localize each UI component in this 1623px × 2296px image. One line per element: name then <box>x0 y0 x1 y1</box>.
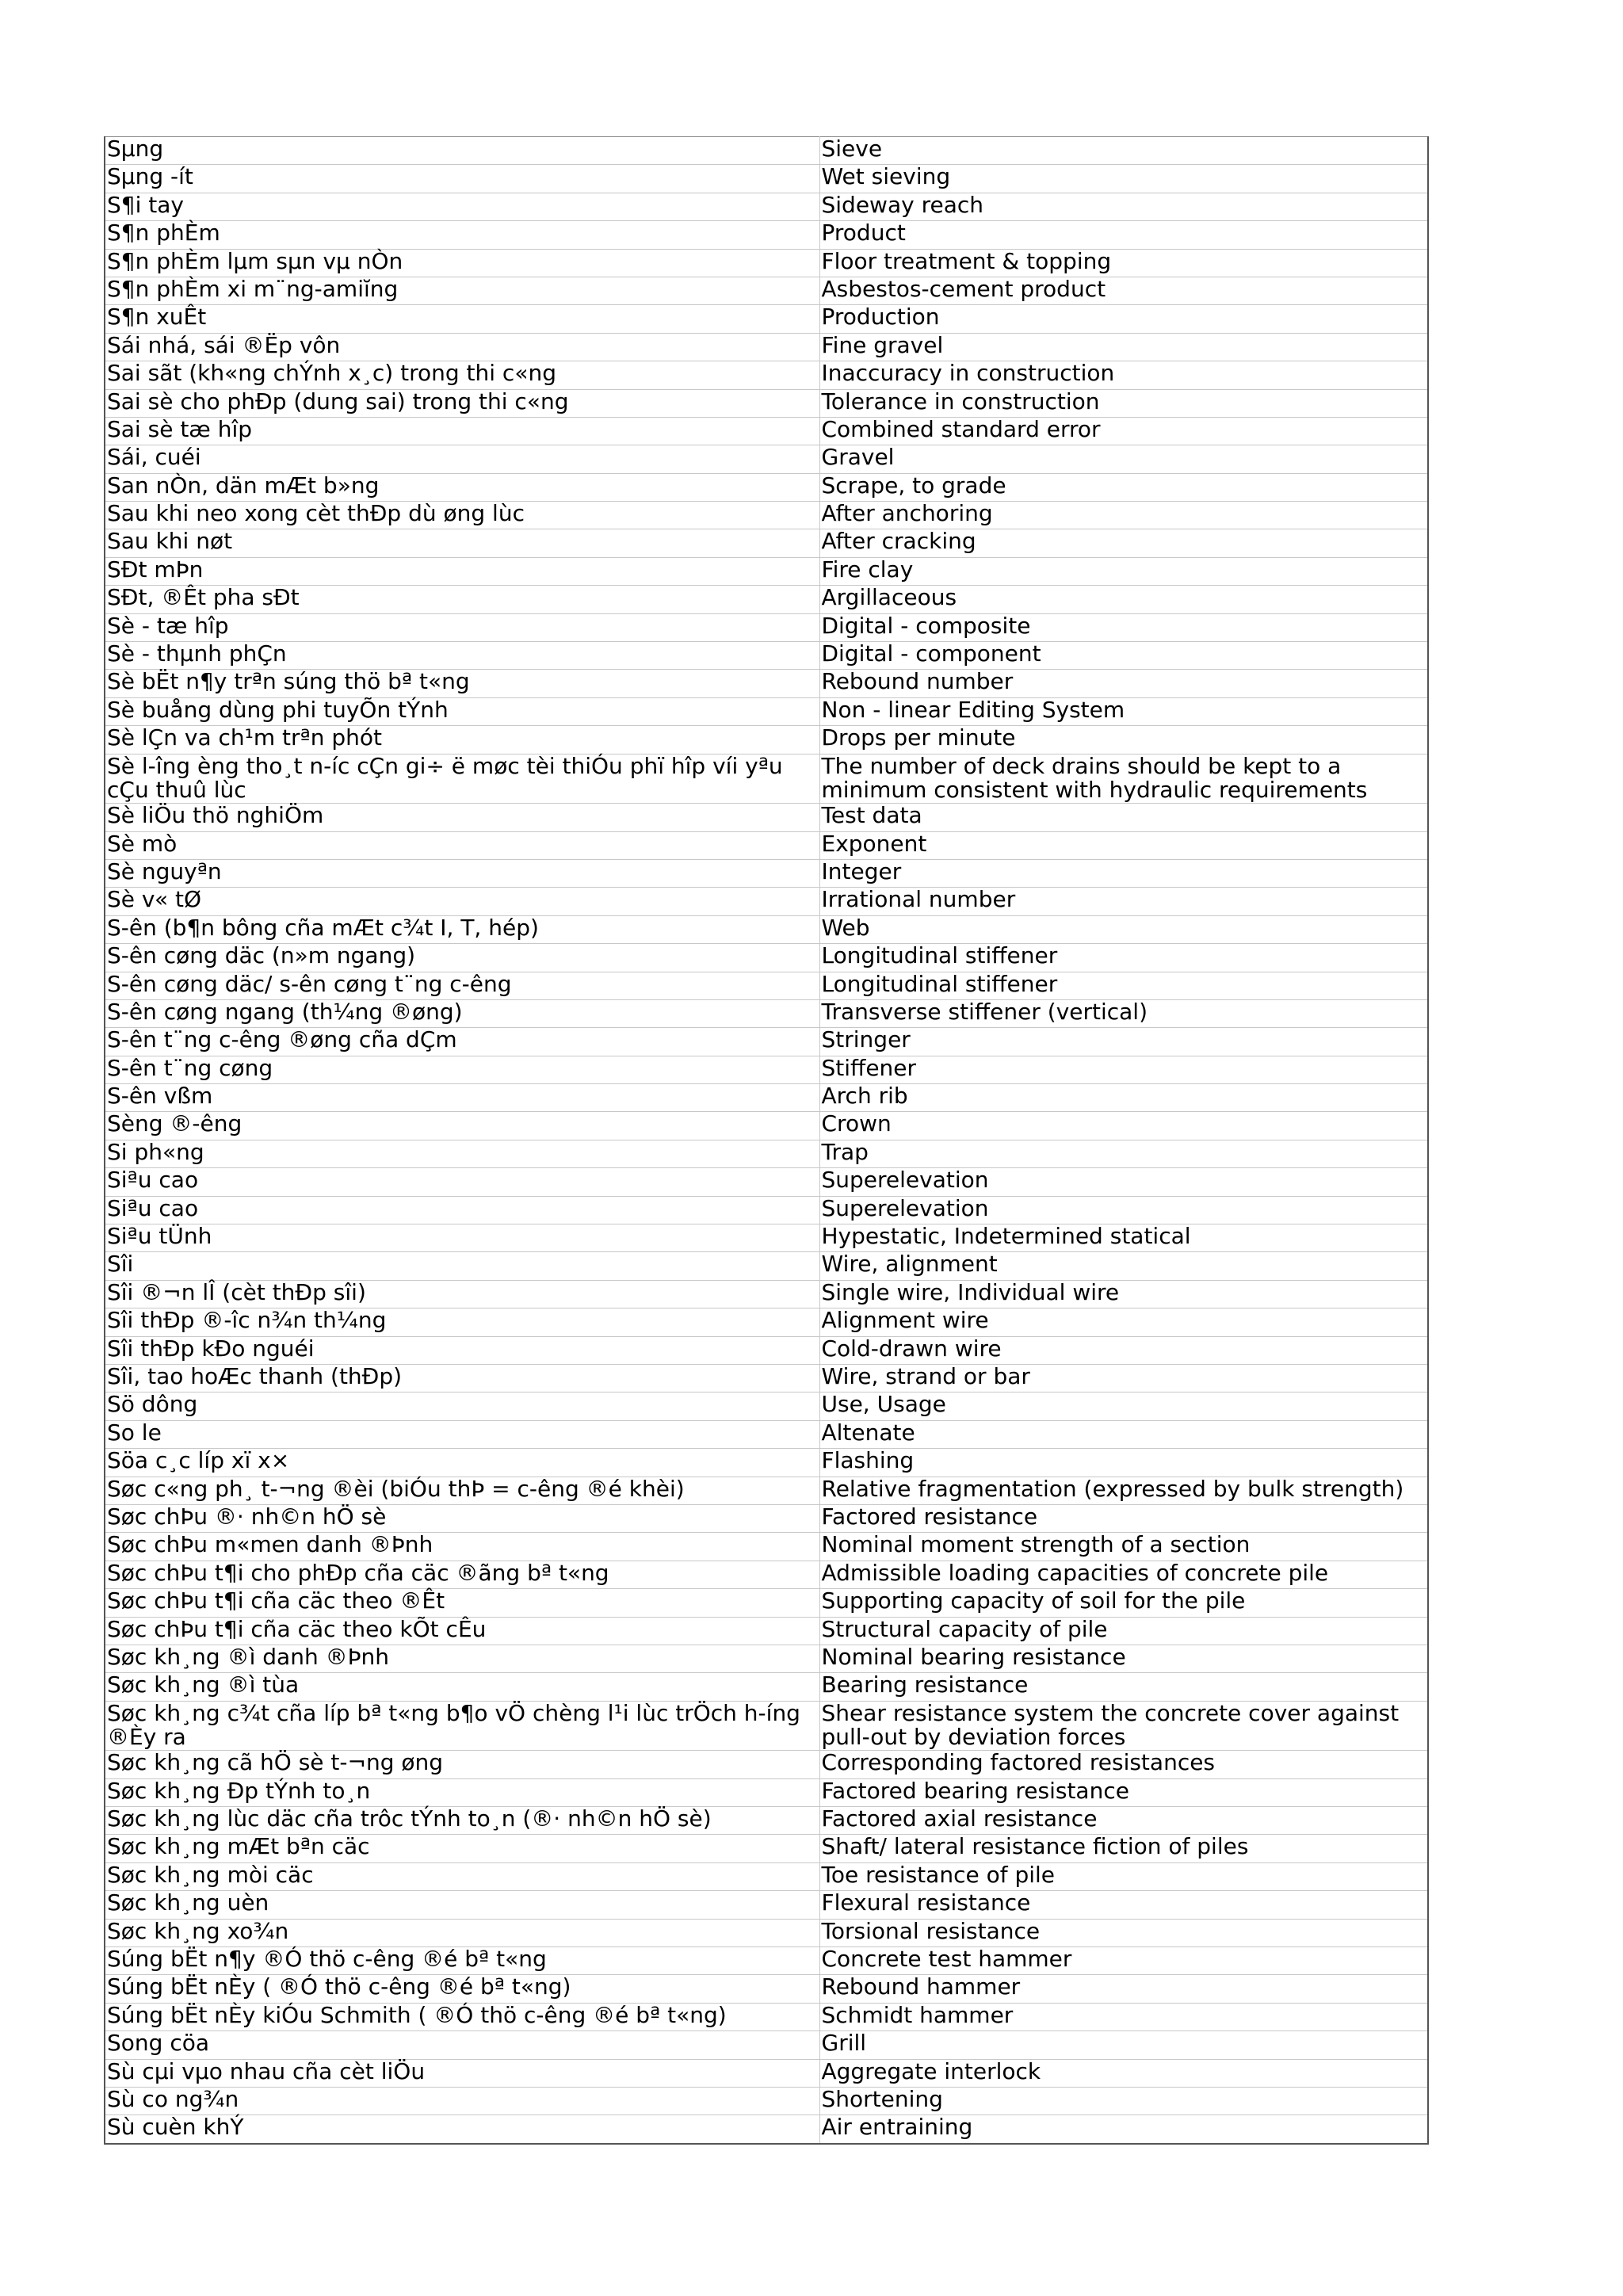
table-row <box>105 944 1428 972</box>
vietnamese-term: Sái, cuéi <box>105 445 819 473</box>
english-term: Sideway reach <box>819 193 1428 220</box>
table-row <box>105 1196 1428 1224</box>
vietnamese-term: Sö dông <box>105 1392 819 1420</box>
english-term: Single wire, Individual wire <box>819 1280 1428 1308</box>
table-row <box>105 1645 1428 1672</box>
vietnamese-term: Søc kh¸ng ®ì tùa <box>105 1673 819 1701</box>
english-term: Cold-drawn wire <box>819 1336 1428 1364</box>
table-row <box>105 1420 1428 1448</box>
table-row <box>105 1028 1428 1056</box>
table-row <box>105 1084 1428 1112</box>
table-row <box>105 1280 1428 1308</box>
table-row <box>105 831 1428 859</box>
vietnamese-term: Søc kh¸ng mòi cäc <box>105 1862 819 1890</box>
english-term: Concrete test hammer <box>819 1947 1428 1975</box>
english-term: Crown <box>819 1112 1428 1140</box>
vietnamese-term: S-ên cøng däc (n»m ngang) <box>105 944 819 972</box>
vietnamese-term: Søc chÞu m«men danh ®Þnh <box>105 1533 819 1561</box>
english-term: Product <box>819 221 1428 249</box>
vietnamese-term: S¶n phÈm xi m¨ng-amiĭng <box>105 277 819 304</box>
vietnamese-term: Søc kh¸ng lùc däc cña trôc tÝnh to¸n (®· nh©n hÖ sè) <box>105 1807 819 1835</box>
table-row <box>105 361 1428 389</box>
table-row <box>105 999 1428 1027</box>
vietnamese-term: Sai sè tæ hîp <box>105 417 819 445</box>
english-term: Wire, alignment <box>819 1252 1428 1280</box>
vietnamese-term: Søc chÞu ®· nh©n hÖ sè <box>105 1504 819 1532</box>
vietnamese-term: Søc kh¸ng Ðp tÝnh to¸n <box>105 1778 819 1806</box>
english-term: Test data <box>819 804 1428 831</box>
vietnamese-term: Sai sè cho phÐp (dung sai) trong thi c«ng <box>105 389 819 417</box>
english-term: Fine gravel <box>819 333 1428 361</box>
vietnamese-term: Søc chÞu t¶i cña cäc theo ®Êt <box>105 1589 819 1617</box>
english-term: Structural capacity of pile <box>819 1617 1428 1645</box>
table-row <box>105 417 1428 445</box>
english-term: Superelevation <box>819 1196 1428 1224</box>
english-term: Altenate <box>819 1420 1428 1448</box>
table-row <box>105 1617 1428 1645</box>
english-term: Fire clay <box>819 557 1428 585</box>
english-term: After cracking <box>819 529 1428 557</box>
english-term: Web <box>819 915 1428 943</box>
vietnamese-term: Sîi <box>105 1252 819 1280</box>
table-row <box>105 1112 1428 1140</box>
vietnamese-term: Sù cµi vµo nhau cña cèt liÖu <box>105 2059 819 2087</box>
vietnamese-term: Sè buång dùng phi tuyÕn tÝnh <box>105 697 819 725</box>
english-term: Shaft/ lateral resistance fiction of piles <box>819 1835 1428 1862</box>
table-row <box>105 333 1428 361</box>
vietnamese-term: SÐt mÞn <box>105 557 819 585</box>
vietnamese-term: S¶i tay <box>105 193 819 220</box>
vietnamese-term: Søc kh¸ng c¾t cña líp bª t«ng b¶o vÖ chèng l¹i lùc trÖch h-íng ®Èy ra <box>105 1701 819 1751</box>
english-term: Digital - composite <box>819 613 1428 641</box>
english-term: Integer <box>819 859 1428 887</box>
table-row <box>105 1835 1428 1862</box>
english-term: Factored axial resistance <box>819 1807 1428 1835</box>
table-row <box>105 1449 1428 1477</box>
english-term: Bearing resistance <box>819 1673 1428 1701</box>
table-row <box>105 859 1428 887</box>
english-term: Aggregate interlock <box>819 2059 1428 2087</box>
vietnamese-term: S-ên (b¶n bông cña mÆt c¾t I, T, hép) <box>105 915 819 943</box>
english-term: Shortening <box>819 2087 1428 2115</box>
glossary-body <box>105 137 1428 2144</box>
table-row <box>105 137 1428 165</box>
english-term: Rebound hammer <box>819 1975 1428 2003</box>
table-row <box>105 305 1428 333</box>
vietnamese-term: Súng bËt n¶y ®Ó thö c-êng ®é bª t«ng <box>105 1947 819 1975</box>
table-row <box>105 1336 1428 1364</box>
english-term: Flexural resistance <box>819 1891 1428 1919</box>
vietnamese-term: S-ên t¨ng cøng <box>105 1056 819 1083</box>
english-term: Transverse stiffener (vertical) <box>819 999 1428 1027</box>
vietnamese-term: Sµng <box>105 137 819 165</box>
english-term: After anchoring <box>819 502 1428 529</box>
table-row <box>105 1947 1428 1975</box>
vietnamese-term: Søc chÞu t¶i cña cäc theo kÕt cÊu <box>105 1617 819 1645</box>
english-term: Nominal bearing resistance <box>819 1645 1428 1672</box>
table-row <box>105 1862 1428 1890</box>
vietnamese-term: Sè nguyªn <box>105 859 819 887</box>
vietnamese-term: Sèng ®-êng <box>105 1112 819 1140</box>
table-row <box>105 165 1428 193</box>
table-row <box>105 2087 1428 2115</box>
english-term: Sieve <box>819 137 1428 165</box>
english-term: Asbestos-cement product <box>819 277 1428 304</box>
vietnamese-term: Søc kh¸ng ®ì danh ®Þnh <box>105 1645 819 1672</box>
vietnamese-term: So le <box>105 1420 819 1448</box>
english-term: Scrape, to grade <box>819 473 1428 501</box>
english-term: Arch rib <box>819 1084 1428 1112</box>
table-row <box>105 915 1428 943</box>
table-row <box>105 586 1428 613</box>
vietnamese-term: Sè v« tØ <box>105 888 819 915</box>
table-row <box>105 529 1428 557</box>
vietnamese-term: Söa c¸c líp xï x× <box>105 1449 819 1477</box>
vietnamese-term: S-ên cøng däc/ s-ên cøng t¨ng c-êng <box>105 972 819 999</box>
vietnamese-term: Sai sãt (kh«ng chÝnh x¸c) trong thi c«ng <box>105 361 819 389</box>
english-term: Rebound number <box>819 670 1428 697</box>
english-term: Stringer <box>819 1028 1428 1056</box>
table-row <box>105 1504 1428 1532</box>
english-term: Trap <box>819 1140 1428 1167</box>
table-row <box>105 1365 1428 1392</box>
english-term: Inaccuracy in construction <box>819 361 1428 389</box>
vietnamese-term: Sè - tæ hîp <box>105 613 819 641</box>
table-row <box>105 670 1428 697</box>
table-row <box>105 1140 1428 1167</box>
table-row <box>105 2059 1428 2087</box>
english-term: Factored bearing resistance <box>819 1778 1428 1806</box>
vietnamese-term: Søc c«ng ph¸ t-¬ng ®èi (biÓu thÞ = c-êng ®é khèi) <box>105 1477 819 1504</box>
table-row <box>105 445 1428 473</box>
english-term: Tolerance in construction <box>819 389 1428 417</box>
english-term: Factored resistance <box>819 1504 1428 1532</box>
table-row <box>105 1561 1428 1588</box>
vietnamese-term: Sµng -ít <box>105 165 819 193</box>
english-term: Irrational number <box>819 888 1428 915</box>
vietnamese-term: Sè l-îng èng tho¸t n-íc cÇn gi÷ ë møc tèi thiÓu phï hîp víi yªu cÇu thuû lùc <box>105 754 819 804</box>
vietnamese-term: Sîi thÐp kÐo nguéi <box>105 1336 819 1364</box>
english-term: Flashing <box>819 1449 1428 1477</box>
english-term: Torsional resistance <box>819 1919 1428 1946</box>
table-row <box>105 1975 1428 2003</box>
english-term: Wire, strand or bar <box>819 1365 1428 1392</box>
table-row <box>105 1224 1428 1252</box>
english-term: Alignment wire <box>819 1308 1428 1336</box>
table-row <box>105 972 1428 999</box>
glossary-sheet <box>104 136 1427 2145</box>
vietnamese-term: Søc kh¸ng uèn <box>105 1891 819 1919</box>
english-term: Production <box>819 305 1428 333</box>
english-term: The number of deck drains should be kept to a minimum consistent with hydraulic requirements <box>819 754 1428 804</box>
vietnamese-term: Sè mò <box>105 831 819 859</box>
vietnamese-term: S¶n phÈm lµm sµn vµ nÒn <box>105 249 819 277</box>
vietnamese-term: Søc kh¸ng xo¾n <box>105 1919 819 1946</box>
vietnamese-term: Siªu cao <box>105 1168 819 1196</box>
table-row <box>105 804 1428 831</box>
table-row <box>105 502 1428 529</box>
table-row <box>105 1751 1428 1778</box>
vietnamese-term: Siªu tÜnh <box>105 1224 819 1252</box>
table-row <box>105 1252 1428 1280</box>
vietnamese-term: Sau khi nøt <box>105 529 819 557</box>
table-row <box>105 1919 1428 1946</box>
english-term: Schmidt hammer <box>819 2003 1428 2030</box>
table-row <box>105 1778 1428 1806</box>
table-row <box>105 1673 1428 1701</box>
glossary-table <box>104 136 1429 2145</box>
english-term: Drops per minute <box>819 726 1428 754</box>
vietnamese-term: S¶n xuÊt <box>105 305 819 333</box>
table-row <box>105 1308 1428 1336</box>
vietnamese-term: S-ên cøng ngang (th¼ng ®øng) <box>105 999 819 1027</box>
vietnamese-term: Sîi, tao hoÆc thanh (thÐp) <box>105 1365 819 1392</box>
table-row <box>105 726 1428 754</box>
table-row <box>105 221 1428 249</box>
vietnamese-term: Siªu cao <box>105 1196 819 1224</box>
english-term: Argillaceous <box>819 586 1428 613</box>
vietnamese-term: Sîi thÐp ®-îc n¾n th¼ng <box>105 1308 819 1336</box>
table-row <box>105 473 1428 501</box>
table-row <box>105 277 1428 304</box>
table-row <box>105 1477 1428 1504</box>
english-term: Admissible loading capacities of concrete pile <box>819 1561 1428 1588</box>
vietnamese-term: Søc kh¸ng mÆt bªn cäc <box>105 1835 819 1862</box>
vietnamese-term: Sè - thµnh phÇn <box>105 642 819 670</box>
vietnamese-term: Søc chÞu t¶i cho phÐp cña cäc ®ãng bª t«ng <box>105 1561 819 1588</box>
vietnamese-term: Sè liÖu thö nghiÖm <box>105 804 819 831</box>
english-term: Combined standard error <box>819 417 1428 445</box>
english-term: Longitudinal stiffener <box>819 972 1428 999</box>
english-term: Exponent <box>819 831 1428 859</box>
vietnamese-term: S-ên vßm <box>105 1084 819 1112</box>
vietnamese-term: Song cöa <box>105 2031 819 2059</box>
vietnamese-term: Si ph«ng <box>105 1140 819 1167</box>
table-row <box>105 1056 1428 1083</box>
vietnamese-term: S-ên t¨ng c-êng ®øng cña dÇm <box>105 1028 819 1056</box>
vietnamese-term: Sái nhá, sái ®Ëp vôn <box>105 333 819 361</box>
vietnamese-term: Sè lÇn va ch¹m trªn phót <box>105 726 819 754</box>
table-row <box>105 888 1428 915</box>
english-term: Corresponding factored resistances <box>819 1751 1428 1778</box>
table-row <box>105 1533 1428 1561</box>
table-row <box>105 389 1428 417</box>
english-term: Grill <box>819 2031 1428 2059</box>
table-row <box>105 557 1428 585</box>
table-row <box>105 1891 1428 1919</box>
english-term: Use, Usage <box>819 1392 1428 1420</box>
english-term: Air entraining <box>819 2115 1428 2144</box>
vietnamese-term: Súng bËt nÈy kiÓu Schmith ( ®Ó thö c-êng ®é bª t«ng) <box>105 2003 819 2030</box>
english-term: Relative fragmentation (expressed by bulk strength) <box>819 1477 1428 1504</box>
table-row <box>105 642 1428 670</box>
table-row <box>105 613 1428 641</box>
table-row <box>105 1701 1428 1751</box>
table-row <box>105 249 1428 277</box>
english-term: Longitudinal stiffener <box>819 944 1428 972</box>
table-row <box>105 2003 1428 2030</box>
table-row <box>105 1589 1428 1617</box>
table-row <box>105 1392 1428 1420</box>
english-term: Stiffener <box>819 1056 1428 1083</box>
vietnamese-term: San nÒn, dän mÆt b»ng <box>105 473 819 501</box>
table-row <box>105 193 1428 220</box>
vietnamese-term: S¶n phÈm <box>105 221 819 249</box>
english-term: Gravel <box>819 445 1428 473</box>
vietnamese-term: Søc kh¸ng cã hÖ sè t-¬ng øng <box>105 1751 819 1778</box>
english-term: Wet sieving <box>819 165 1428 193</box>
table-row <box>105 2031 1428 2059</box>
vietnamese-term: Sù co ng¾n <box>105 2087 819 2115</box>
english-term: Supporting capacity of soil for the pile <box>819 1589 1428 1617</box>
vietnamese-term: Súng bËt nÈy ( ®Ó thö c-êng ®é bª t«ng) <box>105 1975 819 2003</box>
english-term: Shear resistance system the concrete cover against pull-out by deviation forces <box>819 1701 1428 1751</box>
table-row <box>105 1168 1428 1196</box>
table-row <box>105 2115 1428 2144</box>
english-term: Nominal moment strength of a section <box>819 1533 1428 1561</box>
table-row <box>105 754 1428 804</box>
table-row <box>105 1807 1428 1835</box>
vietnamese-term: Sau khi neo xong cèt thÐp dù øng lùc <box>105 502 819 529</box>
vietnamese-term: SÐt, ®Êt pha sÐt <box>105 586 819 613</box>
english-term: Floor treatment & topping <box>819 249 1428 277</box>
english-term: Digital - component <box>819 642 1428 670</box>
english-term: Non - linear Editing System <box>819 697 1428 725</box>
vietnamese-term: Sè bËt n¶y trªn súng thö bª t«ng <box>105 670 819 697</box>
english-term: Superelevation <box>819 1168 1428 1196</box>
vietnamese-term: Sîi ®¬n lÎ (cèt thÐp sîi) <box>105 1280 819 1308</box>
english-term: Hypestatic, Indetermined statical <box>819 1224 1428 1252</box>
table-row <box>105 697 1428 725</box>
english-term: Toe resistance of pile <box>819 1862 1428 1890</box>
vietnamese-term: Sù cuèn khÝ <box>105 2115 819 2144</box>
